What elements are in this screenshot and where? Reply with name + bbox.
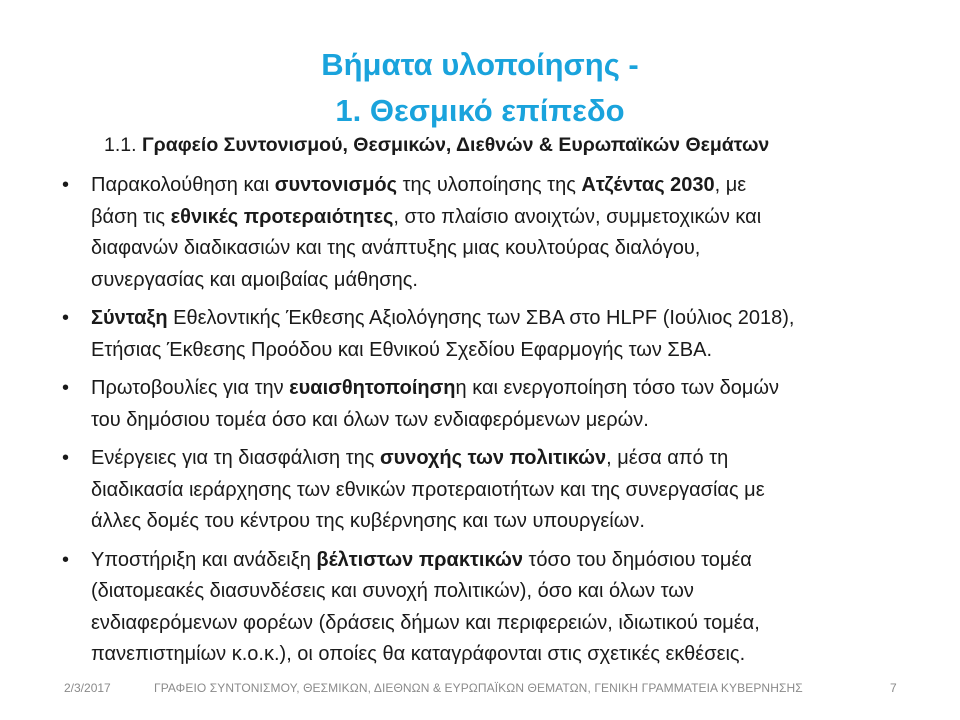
bullet-line: βάση τις εθνικές προτεραιότητες, στο πλαίσιο ανοιχτών, συμμετοχικών και	[91, 205, 762, 228]
bullet-item	[62, 303, 932, 366]
section-number: 1.1.	[104, 134, 137, 156]
bullet-line: Παρακολούθηση και συντονισμός της υλοποίησης της Ατζέντας 2030, με	[91, 174, 747, 196]
bullet-line: Πρωτοβουλίες για την ευαισθητοποίησηη και ενεργοποίηση τόσο των δομών	[91, 377, 780, 399]
bullet-line: Υποστήριξη και ανάδειξη βέλτιστων πρακτικών τόσο του δημόσιου τομέα	[91, 548, 752, 571]
bullet-icon: •	[62, 447, 70, 469]
bullet-icon: •	[62, 174, 70, 196]
bullet-icon: •	[62, 377, 70, 399]
slide-title-line-1: Βήματα υλοποίησης -	[321, 47, 639, 82]
footer-page-number: 7	[890, 681, 897, 695]
bullet-line: του δημόσιου τομέα όσο και όλων των ενδιαφερόμενων μερών.	[91, 408, 649, 431]
bullet-line: διαφανών διαδικασιών και της ανάπτυξης μιας κουλτούρας διαλόγου,	[91, 237, 701, 259]
slide-footer	[0, 681, 960, 701]
bullet-line: διαδικασία ιεράρχησης των εθνικών προτεραιοτήτων και της συνεργασίας με	[91, 478, 765, 501]
section-subtitle	[104, 132, 904, 158]
bullet-line: πανεπιστημίων κ.ο.κ.), οι οποίες θα καταγράφονται στις σχετικές εκθέσεις.	[91, 643, 746, 665]
bullet-item	[62, 373, 932, 436]
bullet-line: (διατομεακές διασυνδέσεις και συνοχή πολιτικών), όσο και όλων των	[91, 580, 694, 602]
bullet-line: συνεργασίας και αμοιβαίας μάθησης.	[91, 268, 418, 291]
slide-title-line-2: 1. Θεσμικό επίπεδο	[335, 93, 625, 128]
bullet-item	[62, 170, 932, 296]
section-heading: Γραφείο Συντονισμού, Θεσμικών, Διεθνών & Ευρωπαϊκών Θεμάτων	[141, 134, 770, 156]
bullet-list	[62, 170, 932, 678]
slide-title	[0, 42, 960, 134]
bullet-icon: •	[62, 548, 70, 571]
bullet-line: άλλες δομές του κέντρου της κυβέρνησης και των υπουργείων.	[91, 510, 645, 532]
bullet-line: Σύνταξη Εθελοντικής Έκθεσης Αξιολόγησης των ΣΒΑ στο HLPF (Ιούλιος 2018),	[91, 307, 795, 329]
bullet-line: ενδιαφερόμενων φορέων (δράσεις δήμων και περιφερειών, ιδιωτικού τομέα,	[91, 611, 760, 634]
bullet-line: Ενέργειες για τη διασφάλιση της συνοχής των πολιτικών, μέσα από τη	[91, 447, 729, 469]
bullet-icon: •	[62, 307, 70, 329]
footer-organization: ΓΡΑΦΕΙΟ ΣΥΝΤΟΝΙΣΜΟΥ, ΘΕΣΜΙΚΩΝ, ΔΙΕΘΝΩΝ & ΕΥΡΩΠΑΪΚΩΝ ΘΕΜΑΤΩΝ, ΓΕΝΙΚΗ ΓΡΑΜΜΑΤΕΙΑ ΚΥΒΕΡΝΗΣΗΣ	[154, 681, 803, 695]
bullet-line: Ετήσιας Έκθεσης Προόδου και Εθνικού Σχεδίου Εφαρμογής των ΣΒΑ.	[91, 338, 713, 361]
bullet-item	[62, 545, 932, 671]
bullet-item	[62, 443, 932, 538]
footer-date: 2/3/2017	[64, 681, 111, 695]
